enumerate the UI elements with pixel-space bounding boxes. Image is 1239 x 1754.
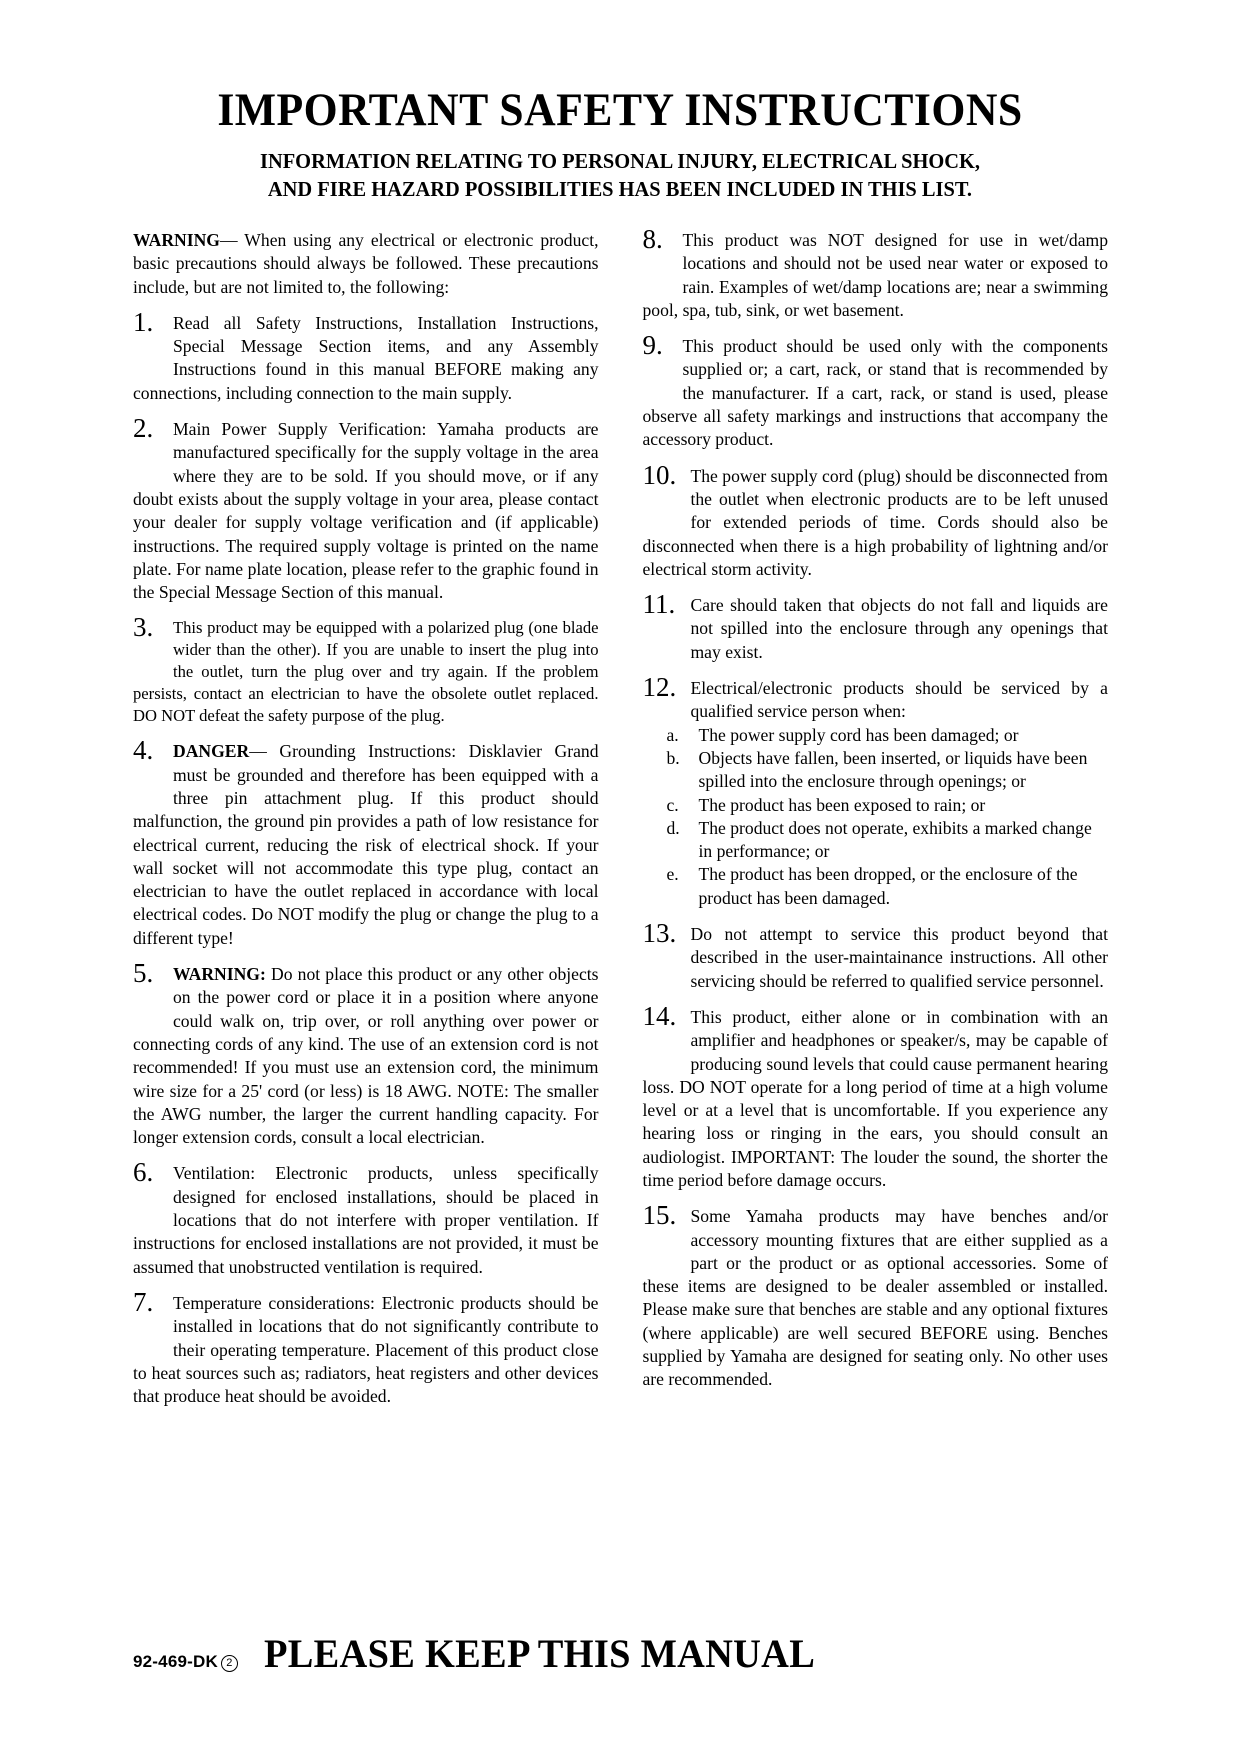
item-number: 6. [133, 1157, 154, 1188]
document-code-text: 92-469-DK [133, 1652, 218, 1671]
item-number: 12. [642, 672, 677, 703]
list-item [133, 735, 599, 950]
list-item [133, 958, 599, 1149]
list-item [642, 672, 1109, 910]
document-header [120, 86, 1120, 203]
list-item [642, 1000, 1109, 1192]
item-body [133, 1162, 599, 1278]
list-item [133, 612, 599, 727]
warning-intro-lead: WARNING [133, 230, 220, 250]
sublist-marker: e. [666, 864, 679, 885]
item-body [133, 418, 599, 604]
item-number: 1. [133, 306, 154, 337]
warning-intro-paragraph [133, 229, 599, 299]
item-text: Ventilation: Electronic products, unless specifically designed for enclosed installations, should be placed in locations that do not interfere with proper ventilation. If instructions for enclosed installations are not provided, it must be assumed that unobstructed ventilation is required. [133, 1163, 599, 1277]
item-text: Main Power Supply Verification: Yamaha products are manufactured specifically for the supply voltage in the area where they are to be sold. If you should move, or if any doubt exists about the supply voltage in your area, please contact your dealer for supply voltage verification and (if applicable) instructions. The required supply voltage is printed on the name plate. For name plate location, please refer to the graphic found in the Special Message Section of this manual. [133, 419, 599, 603]
sublist-text: The product does not operate, exhibits a marked change in performance; or [698, 817, 1092, 862]
sublist-text: Objects have fallen, been inserted, or liquids have been spilled into the enclosure through openings; or [698, 747, 1088, 792]
list-item [133, 1157, 599, 1278]
item-text: Do not attempt to service this product beyond that described in the user-maintainance instructions. All other servicing should be referred to qualified service personnel. [690, 924, 1108, 991]
item-text: Read all Safety Instructions, Installation Instructions, Special Message Section items, and any Assembly Instructions found in this manual BEFORE making any connections, including connection to the main supply. [133, 312, 599, 403]
document-code [133, 1652, 238, 1672]
item-number: 10. [642, 459, 677, 490]
item-number: 13. [642, 918, 677, 949]
list-item [642, 918, 1109, 993]
item-text: Care should taken that objects do not fall and liquids are not spilled into the enclosure through any openings that may exist. [690, 595, 1108, 662]
item-number: 2. [133, 413, 154, 444]
sublist-text: The product has been exposed to rain; or [698, 794, 986, 815]
item-text: This product should be used only with the components supplied or; a cart, rack, or stand that is recommended by the manufacturer. If a cart, rack, or stand is used, please observe all safety markings and instructions that accompany the accessory product. [642, 336, 1108, 450]
item-body [133, 312, 599, 405]
item-text: This product, either alone or in combination with an amplifier and headphones or speaker/s, may be capable of producing sound levels that could cause permanent hearing loss. DO NOT operate for a long period of time at a high volume level or at a level that is uncomfortable. If you experience any hearing loss or ringing in the ears, you should consult an audiologist. IMPORTANT: The louder the sound, the shorter the time period before damage occurs. [642, 1006, 1108, 1190]
sublist-text: The product has been dropped, or the enclosure of the product has been damaged. [698, 864, 1078, 908]
item-body [643, 1205, 1109, 1391]
sublist-item [643, 817, 1109, 864]
subtitle-line-1: INFORMATION RELATING TO PERSONAL INJURY, ELECTRICAL SHOCK, [260, 149, 980, 174]
item-body [643, 677, 1109, 724]
item-text: The power supply cord (plug) should be disconnected from the outlet when electronic products are to be left unused for extended periods of time. Cords should also be disconnected when there is a high probability of lightning and/or electrical storm activity. [642, 465, 1108, 579]
item-text: This product may be equipped with a polarized plug (one blade wider than the other). If you are unable to insert the plug into the outlet, turn the plug over and try again. If the problem persists, contact an electrician to have the obsolete outlet replaced. DO NOT defeat the safety purpose of the plug. [133, 618, 599, 726]
sublist-marker: d. [666, 817, 680, 838]
sublist-item [643, 863, 1109, 910]
item-number: 15. [642, 1200, 677, 1231]
warning-intro-text: — When using any electrical or electronic product, basic precautions should always be followed. These precautions include, but are not limited to, the following: [133, 230, 599, 297]
item-text: This product was NOT designed for use in wet/damp locations and should not be used near water or exposed to rain. Examples of wet/damp locations are; near a swimming pool, spa, tub, sink, or wet basement. [642, 230, 1108, 320]
item-body [133, 617, 599, 727]
list-item [133, 1286, 599, 1408]
list-item [642, 589, 1109, 664]
revision-badge: 2 [221, 1655, 238, 1672]
item-text: Do not place this product or any other objects on the power cord or place it in a position where anyone could walk on, trip over, or roll anything over power or connecting cords of any kind. The use of an extension cord is not recommended! If you must use an extension cord, the minimum wire size for a 25' cord (or less) is 18 AWG. NOTE: The smaller the AWG number, the larger the current handling capacity. For longer extension cords, consult a local electrician. [133, 964, 599, 1148]
page-title: IMPORTANT SAFETY INSTRUCTIONS [217, 84, 1023, 136]
sublist-marker: c. [666, 794, 679, 815]
keep-manual-heading: PLEASE KEEP THIS MANUAL [263, 1631, 816, 1676]
item-body [643, 229, 1109, 322]
list-item [642, 1200, 1109, 1391]
sublist-marker: b. [666, 747, 680, 768]
sublist-item [643, 724, 1109, 747]
right-column [642, 224, 1109, 1421]
list-item [642, 224, 1109, 322]
item-number: 9. [642, 330, 663, 361]
item-number: 8. [642, 224, 663, 254]
item-number: 5. [133, 958, 154, 989]
item-number: 7. [133, 1286, 154, 1317]
item-sublist [643, 724, 1109, 910]
item-lead: DANGER [173, 741, 250, 762]
item-number: 14. [642, 1000, 677, 1031]
item-body [643, 465, 1109, 581]
sublist-text: The power supply cord has been damaged; or [698, 724, 1019, 745]
item-body [133, 1292, 599, 1408]
item-text: Some Yamaha products may have benches and/or accessory mounting fixtures that are either supplied as a part or the product or as optional accessories. Some of these items are designed to be dealer assembled or installed. Please make sure that benches are stable and any optional fixtures (where applicable) are well secured BEFORE using. Benches supplied by Yamaha are designed for seating only. No other uses are recommended. [642, 1206, 1108, 1390]
item-body [643, 1006, 1109, 1192]
sublist-item [643, 794, 1109, 817]
item-body [133, 963, 599, 1149]
left-column [133, 229, 599, 1421]
item-body [643, 923, 1109, 993]
list-item [133, 306, 599, 405]
page-footer [133, 1630, 1108, 1677]
item-number: 3. [133, 612, 154, 643]
list-item [642, 459, 1109, 581]
item-body [643, 335, 1109, 451]
item-body [133, 740, 599, 950]
list-item [642, 330, 1109, 451]
two-column-body [133, 224, 1108, 1421]
item-text: Temperature considerations: Electronic products should be installed in locations that do not significantly contribute to their operating temperature. Placement of this product close to heat sources such as; radiators, heat registers and other devices that produce heat should be avoided. [133, 1292, 599, 1407]
item-text: — Grounding Instructions: Disklavier Grand must be grounded and therefore has been equipped with a three pin attachment plug. If this product should malfunction, the ground pin provides a path of low resistance for electrical current, reducing the risk of electrical shock. If your wall socket will not accommodate this type plug, contact an electrician to have the outlet replaced in accordance with local electrical codes. Do NOT modify the plug or change the plug to a different type! [133, 741, 599, 948]
item-number: 11. [642, 589, 676, 620]
item-number: 4. [133, 735, 154, 766]
item-body [643, 594, 1109, 664]
list-item [133, 413, 599, 604]
item-text: Electrical/electronic products should be serviced by a qualified service person when: [690, 678, 1108, 722]
item-lead: WARNING: [173, 964, 266, 985]
subtitle-line-2: AND FIRE HAZARD POSSIBILITIES HAS BEEN INCLUDED IN THIS LIST. [267, 176, 973, 201]
sublist-item [643, 747, 1109, 794]
sublist-marker: a. [666, 724, 679, 745]
